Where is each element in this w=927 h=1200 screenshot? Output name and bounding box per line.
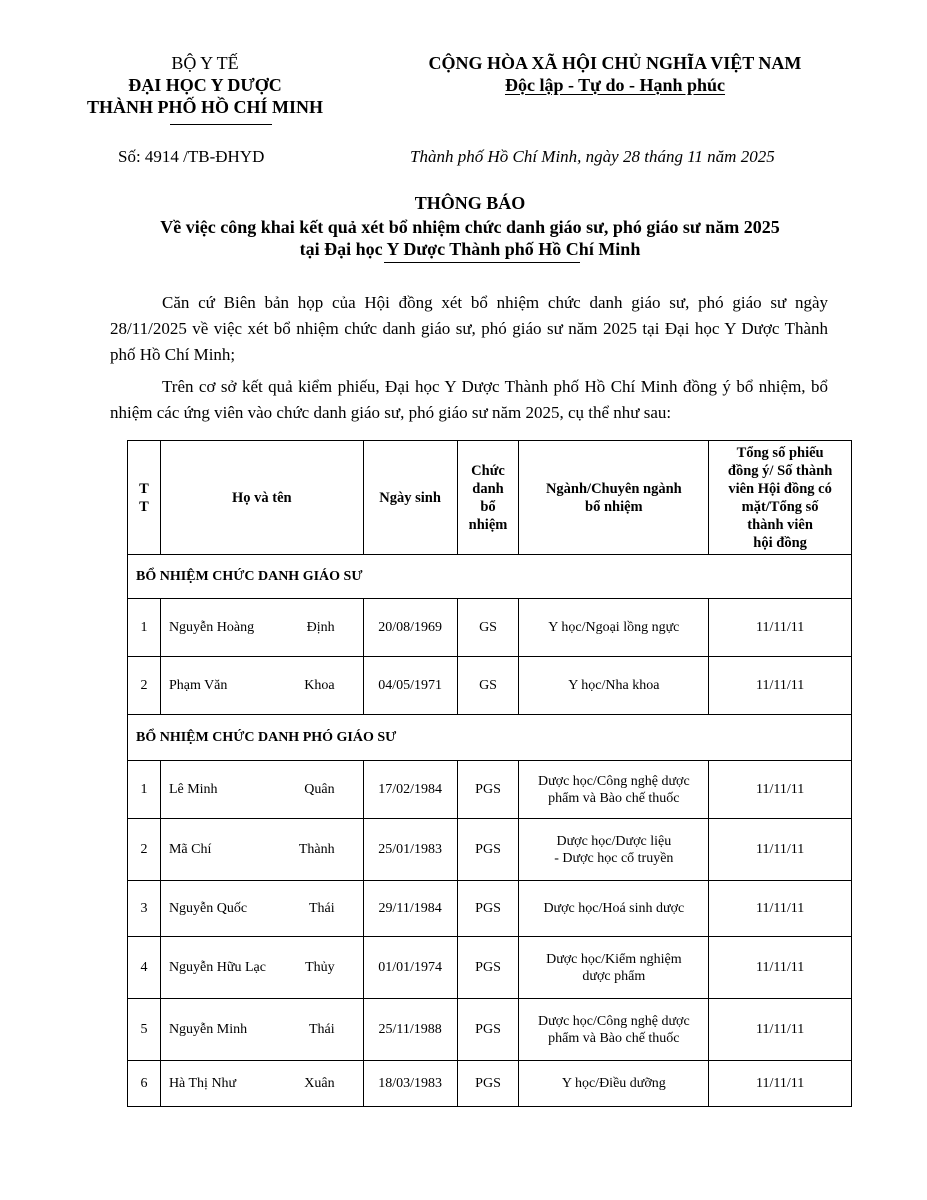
table-row xyxy=(128,657,852,715)
cell-title: GS xyxy=(457,599,519,657)
document-subtitle-line2: tại Đại học Y Dược Thành phố Hồ Chí Minh xyxy=(299,239,641,259)
table-row xyxy=(128,937,852,999)
cell-name: Nguyễn Quốc Thái xyxy=(160,881,363,937)
university-name: ĐẠI HỌC Y DƯỢC xyxy=(128,75,282,95)
header-name: Họ và tên xyxy=(160,441,363,555)
ministry-name: BỘ Y TẾ xyxy=(171,53,239,73)
header-tt: T T xyxy=(128,441,161,555)
table-row xyxy=(128,761,852,819)
cell-name: Nguyễn Minh Thái xyxy=(160,999,363,1061)
cell-name: Mã Chí Thành xyxy=(160,819,363,881)
cell-votes: 11/11/11 xyxy=(709,1061,852,1107)
paragraph-result xyxy=(110,374,828,426)
table-row xyxy=(128,819,852,881)
cell-tt: 3 xyxy=(128,881,161,937)
table-row xyxy=(128,881,852,937)
issuer-block xyxy=(80,52,330,118)
cell-field: Y học/Nha khoa xyxy=(519,657,709,715)
cell-title: GS xyxy=(457,657,519,715)
cell-tt: 2 xyxy=(128,657,161,715)
header-title: Chức danh bổ nhiệm xyxy=(457,441,519,555)
country-name: CỘNG HÒA XÃ HỘI CHỦ NGHĨA VIỆT NAM xyxy=(428,53,802,73)
section-row-pgs xyxy=(128,715,852,761)
cell-votes: 11/11/11 xyxy=(709,881,852,937)
cell-tt: 4 xyxy=(128,937,161,999)
cell-field: Y học/Điều dưỡng xyxy=(519,1061,709,1107)
header-dob: Ngày sinh xyxy=(363,441,457,555)
title-underline xyxy=(384,262,580,263)
section-title-gs: BỔ NHIỆM CHỨC DANH GIÁO SƯ xyxy=(128,555,852,599)
cell-dob: 17/02/1984 xyxy=(363,761,457,819)
cell-tt: 5 xyxy=(128,999,161,1061)
cell-title: PGS xyxy=(457,999,519,1061)
university-city: THÀNH PHỐ HỒ CHÍ MINH xyxy=(86,97,323,117)
cell-name: Lê Minh Quân xyxy=(160,761,363,819)
cell-name: Nguyễn Hoàng Định xyxy=(160,599,363,657)
header-votes: Tổng số phiếu đồng ý/ Số thành viên Hội đồng có mặt/Tổng số thành viên hội đồng xyxy=(709,441,852,555)
cell-tt: 1 xyxy=(128,599,161,657)
cell-field: Dược học/Dược liệu - Dược học cổ truyền xyxy=(519,819,709,881)
cell-name: Hà Thị Như Xuân xyxy=(160,1061,363,1107)
cell-votes: 11/11/11 xyxy=(709,657,852,715)
cell-tt: 2 xyxy=(128,819,161,881)
cell-votes: 11/11/11 xyxy=(709,937,852,999)
place-date: Thành phố Hồ Chí Minh, ngày 28 tháng 11 năm 2025 xyxy=(410,147,775,166)
cell-field: Dược học/Hoá sinh dược xyxy=(519,881,709,937)
cell-dob: 20/08/1969 xyxy=(363,599,457,657)
cell-field: Dược học/Công nghệ dược phẩm và Bào chế thuốc xyxy=(519,999,709,1061)
cell-name: Nguyễn Hữu Lạc Thủy xyxy=(160,937,363,999)
cell-title: PGS xyxy=(457,761,519,819)
header-field: Ngành/Chuyên ngành bổ nhiệm xyxy=(519,441,709,555)
appointment-table xyxy=(127,440,852,1107)
cell-tt: 1 xyxy=(128,761,161,819)
cell-title: PGS xyxy=(457,819,519,881)
section-title-pgs: BỔ NHIỆM CHỨC DANH PHÓ GIÁO SƯ xyxy=(128,715,852,761)
cell-title: PGS xyxy=(457,1061,519,1107)
cell-name: Phạm Văn Khoa xyxy=(160,657,363,715)
cell-dob: 18/03/1983 xyxy=(363,1061,457,1107)
cell-field: Y học/Ngoại lồng ngực xyxy=(519,599,709,657)
cell-votes: 11/11/11 xyxy=(709,999,852,1061)
document-number: Số: 4914 /TB-ĐHYD xyxy=(118,147,265,166)
document-subtitle-line1: Về việc công khai kết quả xét bổ nhiệm chức danh giáo sư, phó giáo sư năm 2025 xyxy=(160,217,780,237)
paragraph-2: Trên cơ sở kết quả kiểm phiếu, Đại học Y Dược Thành phố Hồ Chí Minh đồng ý bổ nhiệm, bổ nhiệm các ứng viên vào chức danh giáo sư, phó giáo sư năm 2025, cụ thể như sau: xyxy=(110,377,828,422)
table-header-row xyxy=(128,441,852,555)
document-title: THÔNG BÁO xyxy=(414,193,526,213)
cell-field: Dược học/Kiểm nghiệm dược phẩm xyxy=(519,937,709,999)
cell-tt: 6 xyxy=(128,1061,161,1107)
section-row-gs xyxy=(128,555,852,599)
cell-votes: 11/11/11 xyxy=(709,819,852,881)
cell-dob: 04/05/1971 xyxy=(363,657,457,715)
issuer-underline xyxy=(170,124,272,125)
cell-votes: 11/11/11 xyxy=(709,599,852,657)
cell-title: PGS xyxy=(457,937,519,999)
cell-votes: 11/11/11 xyxy=(709,761,852,819)
paragraph-basis xyxy=(110,290,828,368)
table-row xyxy=(128,599,852,657)
cell-dob: 25/01/1983 xyxy=(363,819,457,881)
cell-dob: 01/01/1974 xyxy=(363,937,457,999)
paragraph-1: Căn cứ Biên bản họp của Hội đồng xét bổ nhiệm chức danh giáo sư, phó giáo sư ngày 28/11/2025 về việc xét bổ nhiệm chức danh giáo sư, phó giáo sư năm 2025 tại Đại học Y Dược Thành phố Hồ Chí Minh; xyxy=(110,293,828,364)
cell-dob: 25/11/1988 xyxy=(363,999,457,1061)
table-row xyxy=(128,1061,852,1107)
cell-title: PGS xyxy=(457,881,519,937)
table-row xyxy=(128,999,852,1061)
national-motto-block xyxy=(395,52,835,96)
cell-field: Dược học/Công nghệ dược phẩm và Bào chế thuốc xyxy=(519,761,709,819)
cell-dob: 29/11/1984 xyxy=(363,881,457,937)
motto: Độc lập - Tự do - Hạnh phúc xyxy=(504,75,726,95)
